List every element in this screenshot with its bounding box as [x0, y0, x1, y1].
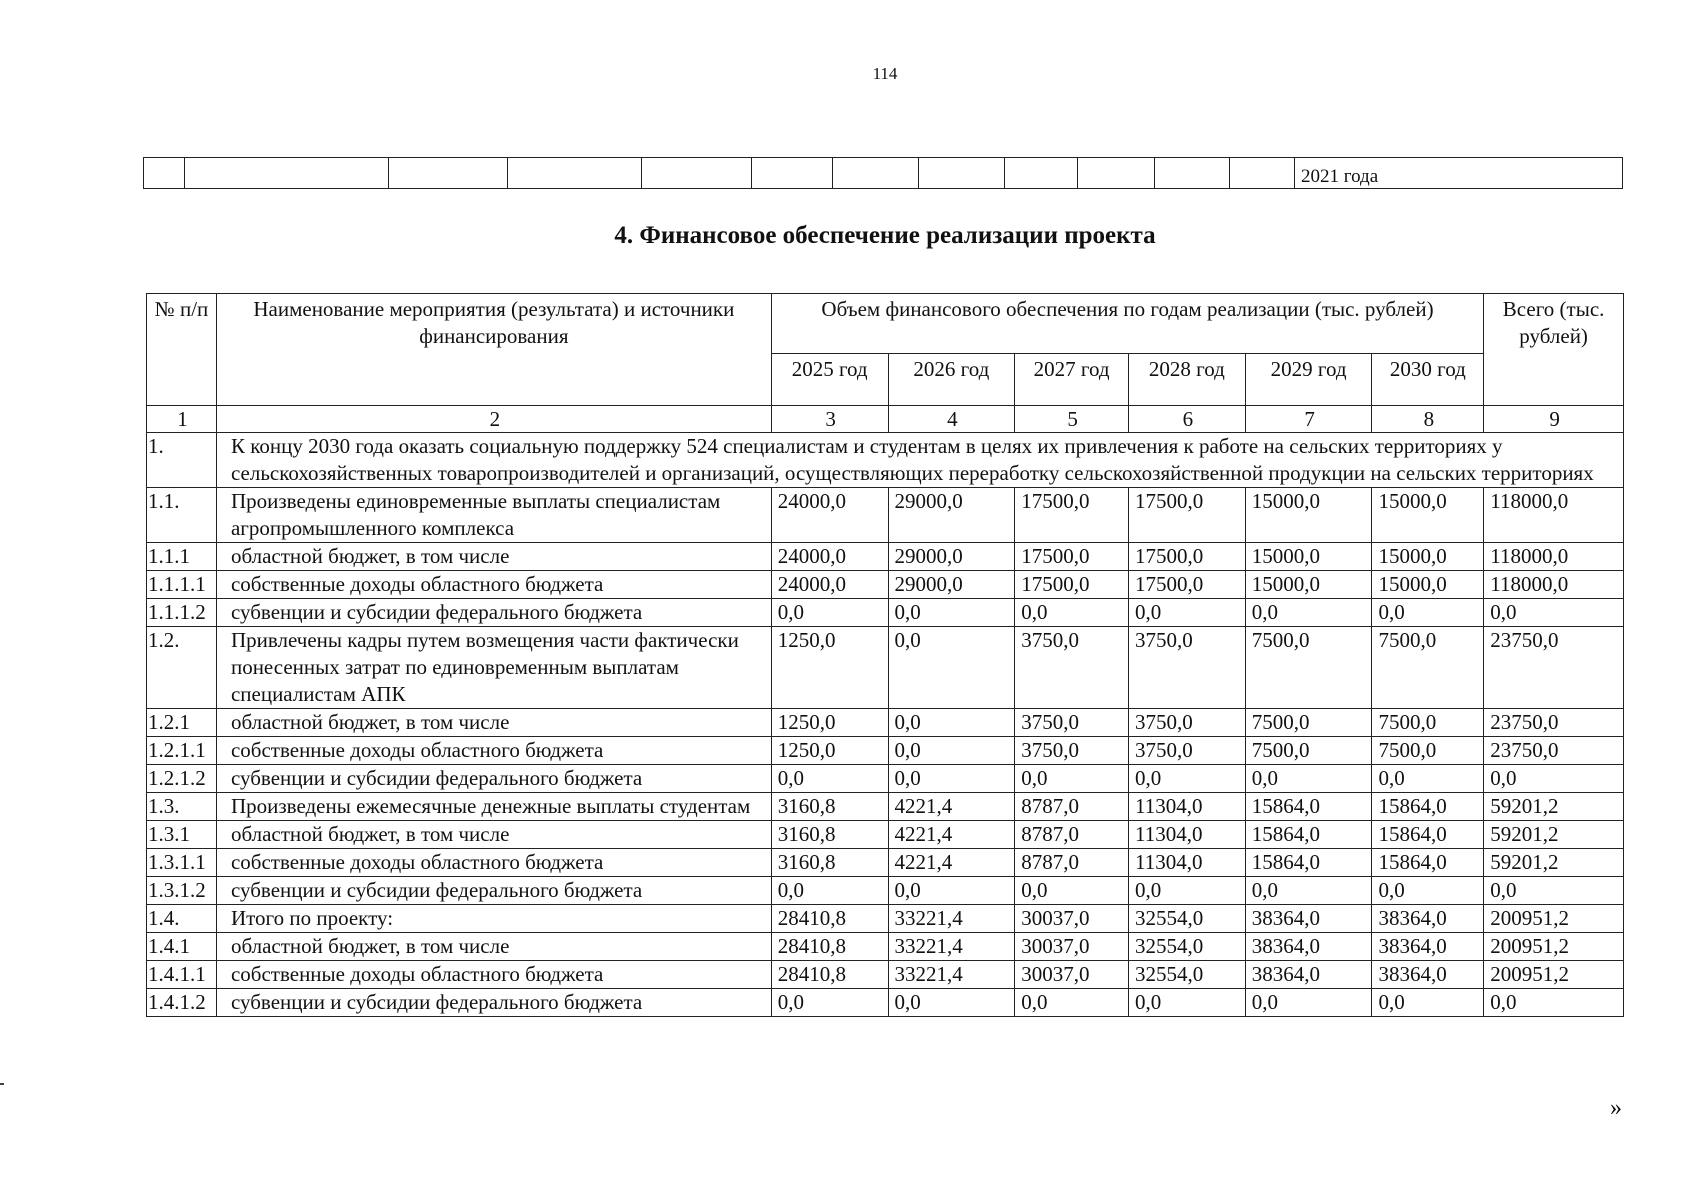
row-value: 3750,0 — [1015, 627, 1129, 709]
row-value: 15000,0 — [1372, 488, 1484, 543]
cont-cell — [1078, 158, 1155, 189]
row-value: 0,0 — [1372, 599, 1484, 627]
row-total: 0,0 — [1484, 599, 1624, 627]
row-total: 200951,2 — [1484, 905, 1624, 933]
row-value: 3160,8 — [771, 793, 888, 821]
row-value: 15000,0 — [1245, 488, 1372, 543]
row-name: областной бюджет, в том числе — [216, 933, 771, 961]
row-name: собственные доходы областного бюджета — [216, 737, 771, 765]
row-value: 38364,0 — [1245, 905, 1372, 933]
row-total: 118000,0 — [1484, 571, 1624, 599]
row-total: 23750,0 — [1484, 627, 1624, 709]
row-value: 0,0 — [1015, 989, 1129, 1017]
row-value: 0,0 — [771, 765, 888, 793]
row-total: 118000,0 — [1484, 488, 1624, 543]
header-year: 2027 год — [1015, 353, 1129, 405]
row-value: 7500,0 — [1372, 627, 1484, 709]
cont-cell — [919, 158, 1005, 189]
table-row — [147, 599, 1624, 627]
row-value: 0,0 — [1129, 877, 1246, 905]
table-row — [147, 877, 1624, 905]
row-value: 0,0 — [1129, 765, 1246, 793]
header-num: № п/п — [147, 294, 217, 406]
row-number: 1.4.1.2 — [147, 989, 217, 1017]
row-value: 0,0 — [888, 765, 1015, 793]
financing-table — [146, 293, 1624, 1017]
row-value: 15864,0 — [1372, 821, 1484, 849]
table-row — [147, 961, 1624, 989]
row-value: 17500,0 — [1015, 488, 1129, 543]
row-value: 3750,0 — [1129, 737, 1246, 765]
row-value: 0,0 — [888, 599, 1015, 627]
row-value: 15000,0 — [1372, 543, 1484, 571]
cont-cell — [752, 158, 833, 189]
row-value: 0,0 — [1015, 877, 1129, 905]
row-name: Произведены единовременные выплаты специалистам агропромышленного комплекса — [216, 488, 771, 543]
row-value: 0,0 — [771, 599, 888, 627]
row-total: 59201,2 — [1484, 793, 1624, 821]
table-row — [147, 905, 1624, 933]
row-number: 1.1.1 — [147, 543, 217, 571]
row-name: субвенции и субсидии федерального бюджета — [216, 877, 771, 905]
row-value: 7500,0 — [1372, 709, 1484, 737]
row-value: 0,0 — [1245, 765, 1372, 793]
row-value: 15864,0 — [1372, 793, 1484, 821]
row-value: 38364,0 — [1245, 933, 1372, 961]
row-number: 1.1.1.1 — [147, 571, 217, 599]
row-name: Привлечены кадры путем возмещения части фактически понесенных затрат по единовременным выплатам специалистам АПК — [216, 627, 771, 709]
row-value: 15864,0 — [1372, 849, 1484, 877]
row-value: 29000,0 — [888, 571, 1015, 599]
row-number: 1.4.1.1 — [147, 961, 217, 989]
table-row — [147, 793, 1624, 821]
row-value: 24000,0 — [771, 543, 888, 571]
row-value: 38364,0 — [1372, 905, 1484, 933]
column-number: 2 — [216, 406, 771, 433]
row-value: 15000,0 — [1372, 571, 1484, 599]
row-name: Произведены ежемесячные денежные выплаты студентам — [216, 793, 771, 821]
row-value: 3750,0 — [1129, 627, 1246, 709]
row-value: 4221,4 — [888, 821, 1015, 849]
row-total: 0,0 — [1484, 765, 1624, 793]
row-value: 3750,0 — [1129, 709, 1246, 737]
table-row — [147, 709, 1624, 737]
row-value: 8787,0 — [1015, 821, 1129, 849]
row-value: 3750,0 — [1015, 709, 1129, 737]
table-row — [147, 989, 1624, 1017]
row-value: 11304,0 — [1129, 849, 1246, 877]
row-value: 38364,0 — [1245, 961, 1372, 989]
row-value: 24000,0 — [771, 488, 888, 543]
row-value: 29000,0 — [888, 543, 1015, 571]
row-total: 200951,2 — [1484, 933, 1624, 961]
cont-cell — [833, 158, 919, 189]
row-value: 32554,0 — [1129, 961, 1246, 989]
row-value: 8787,0 — [1015, 849, 1129, 877]
cont-cell — [389, 158, 508, 189]
row-value: 0,0 — [888, 877, 1015, 905]
row-value: 24000,0 — [771, 571, 888, 599]
row-value: 0,0 — [888, 737, 1015, 765]
row-value: 15000,0 — [1245, 543, 1372, 571]
column-number: 1 — [147, 406, 217, 433]
row-value: 1250,0 — [771, 737, 888, 765]
cont-cell — [1005, 158, 1078, 189]
row-value: 15864,0 — [1245, 849, 1372, 877]
row-number: 1.2. — [147, 627, 217, 709]
cont-cell — [144, 158, 185, 189]
row-value: 0,0 — [1129, 599, 1246, 627]
row-number: 1.4. — [147, 905, 217, 933]
row-number: 1.1. — [147, 488, 217, 543]
row-value: 0,0 — [888, 709, 1015, 737]
table-row — [147, 488, 1624, 543]
row-value: 7500,0 — [1372, 737, 1484, 765]
row-total: 118000,0 — [1484, 543, 1624, 571]
row-value: 30037,0 — [1015, 933, 1129, 961]
row-value: 15864,0 — [1245, 821, 1372, 849]
row-value: 38364,0 — [1372, 933, 1484, 961]
row-number: 1.3.1 — [147, 821, 217, 849]
section-title: 4. Финансовое обеспечение реализации проекта — [614, 222, 1156, 249]
row-total: 200951,2 — [1484, 961, 1624, 989]
row-number: 1.4.1 — [147, 933, 217, 961]
row-value: 15864,0 — [1245, 793, 1372, 821]
row-name: собственные доходы областного бюджета — [216, 961, 771, 989]
column-number: 5 — [1015, 406, 1129, 433]
row-value: 17500,0 — [1129, 543, 1246, 571]
column-number: 3 — [771, 406, 888, 433]
row-value: 7500,0 — [1245, 709, 1372, 737]
row-value: 0,0 — [1015, 599, 1129, 627]
row-value: 30037,0 — [1015, 905, 1129, 933]
row-value: 0,0 — [1129, 989, 1246, 1017]
row-value: 0,0 — [771, 989, 888, 1017]
page-number: 114 — [872, 64, 898, 83]
cont-cell — [1155, 158, 1230, 189]
column-number: 7 — [1245, 406, 1372, 433]
row-name: собственные доходы областного бюджета — [216, 571, 771, 599]
row-name: областной бюджет, в том числе — [216, 821, 771, 849]
row-name: субвенции и субсидии федерального бюджета — [216, 599, 771, 627]
table-row — [147, 627, 1624, 709]
row-value: 11304,0 — [1129, 793, 1246, 821]
row-total: 59201,2 — [1484, 849, 1624, 877]
goal-num: 1. — [147, 433, 217, 488]
row-value: 3750,0 — [1015, 737, 1129, 765]
header-year: 2025 год — [771, 353, 888, 405]
cont-cell — [185, 158, 389, 189]
cont-cell — [642, 158, 752, 189]
row-value: 17500,0 — [1015, 571, 1129, 599]
row-value: 29000,0 — [888, 488, 1015, 543]
row-value: 8787,0 — [1015, 793, 1129, 821]
goal-text: К концу 2030 года оказать социальную поддержку 524 специалистам и студентам в целях их привлечения к работе на сельских территориях у сельскохозяйственных товаропроизводителей и организаций, осуществляющих переработку сельскохозяйственной продукции на сельских территориях — [216, 433, 1623, 488]
header-year: 2030 год — [1372, 353, 1484, 405]
column-number: 9 — [1484, 406, 1624, 433]
column-number: 6 — [1129, 406, 1246, 433]
row-value: 32554,0 — [1129, 905, 1246, 933]
row-value: 0,0 — [1245, 877, 1372, 905]
row-total: 23750,0 — [1484, 737, 1624, 765]
row-total: 59201,2 — [1484, 821, 1624, 849]
header-volume: Объем финансового обеспечения по годам реализации (тыс. рублей) — [771, 294, 1483, 354]
row-value: 4221,4 — [888, 793, 1015, 821]
row-value: 0,0 — [1372, 765, 1484, 793]
column-number: 4 — [888, 406, 1015, 433]
header-year: 2026 год — [888, 353, 1015, 405]
row-value: 0,0 — [1015, 765, 1129, 793]
cont-cell-last: 2021 года — [1295, 158, 1623, 189]
row-name: собственные доходы областного бюджета — [216, 849, 771, 877]
table-row — [147, 571, 1624, 599]
table-row — [147, 765, 1624, 793]
row-value: 7500,0 — [1245, 737, 1372, 765]
row-name: областной бюджет, в том числе — [216, 543, 771, 571]
row-value: 7500,0 — [1245, 627, 1372, 709]
goal-row — [147, 433, 1624, 488]
row-value: 17500,0 — [1129, 488, 1246, 543]
header-name: Наименование мероприятия (результата) и источники финансирования — [216, 294, 771, 406]
row-value: 33221,4 — [888, 905, 1015, 933]
table-row — [147, 543, 1624, 571]
row-value: 0,0 — [1245, 989, 1372, 1017]
row-number: 1.1.1.2 — [147, 599, 217, 627]
row-value: 0,0 — [888, 989, 1015, 1017]
row-number: 1.3. — [147, 793, 217, 821]
row-value: 4221,4 — [888, 849, 1015, 877]
header-year: 2029 год — [1245, 353, 1372, 405]
cont-cell — [508, 158, 642, 189]
row-value: 33221,4 — [888, 933, 1015, 961]
row-name: субвенции и субсидии федерального бюджета — [216, 989, 771, 1017]
row-number: 1.2.1.2 — [147, 765, 217, 793]
column-number: 8 — [1372, 406, 1484, 433]
row-number: 1.2.1.1 — [147, 737, 217, 765]
row-value: 0,0 — [888, 627, 1015, 709]
header-year: 2028 год — [1129, 353, 1246, 405]
table-row — [147, 737, 1624, 765]
margin-mark — [0, 1083, 4, 1085]
row-value: 28410,8 — [771, 905, 888, 933]
row-value: 1250,0 — [771, 627, 888, 709]
header-total: Всего (тыс. рублей) — [1484, 294, 1624, 406]
row-value: 28410,8 — [771, 961, 888, 989]
continuation-table — [143, 157, 1623, 189]
row-total: 0,0 — [1484, 989, 1624, 1017]
row-value: 11304,0 — [1129, 821, 1246, 849]
row-number: 1.3.1.2 — [147, 877, 217, 905]
row-value: 15000,0 — [1245, 571, 1372, 599]
row-number: 1.2.1 — [147, 709, 217, 737]
table-row — [147, 849, 1624, 877]
row-value: 28410,8 — [771, 933, 888, 961]
row-value: 30037,0 — [1015, 961, 1129, 989]
row-value: 33221,4 — [888, 961, 1015, 989]
row-value: 0,0 — [1372, 989, 1484, 1017]
row-value: 0,0 — [771, 877, 888, 905]
column-numbers-row — [147, 406, 1624, 433]
closing-quote: » — [1610, 1095, 1622, 1121]
table-row — [147, 821, 1624, 849]
row-total: 23750,0 — [1484, 709, 1624, 737]
continuation-row — [144, 158, 1623, 189]
row-value: 17500,0 — [1129, 571, 1246, 599]
row-value: 1250,0 — [771, 709, 888, 737]
row-value: 17500,0 — [1015, 543, 1129, 571]
row-total: 0,0 — [1484, 877, 1624, 905]
table-row — [147, 933, 1624, 961]
row-number: 1.3.1.1 — [147, 849, 217, 877]
row-value: 38364,0 — [1372, 961, 1484, 989]
row-value: 0,0 — [1245, 599, 1372, 627]
row-value: 3160,8 — [771, 849, 888, 877]
row-name: областной бюджет, в том числе — [216, 709, 771, 737]
row-value: 0,0 — [1372, 877, 1484, 905]
row-name: субвенции и субсидии федерального бюджета — [216, 765, 771, 793]
cont-cell — [1230, 158, 1295, 189]
row-value: 32554,0 — [1129, 933, 1246, 961]
header-row-1 — [147, 294, 1624, 354]
row-value: 3160,8 — [771, 821, 888, 849]
row-name: Итого по проекту: — [216, 905, 771, 933]
